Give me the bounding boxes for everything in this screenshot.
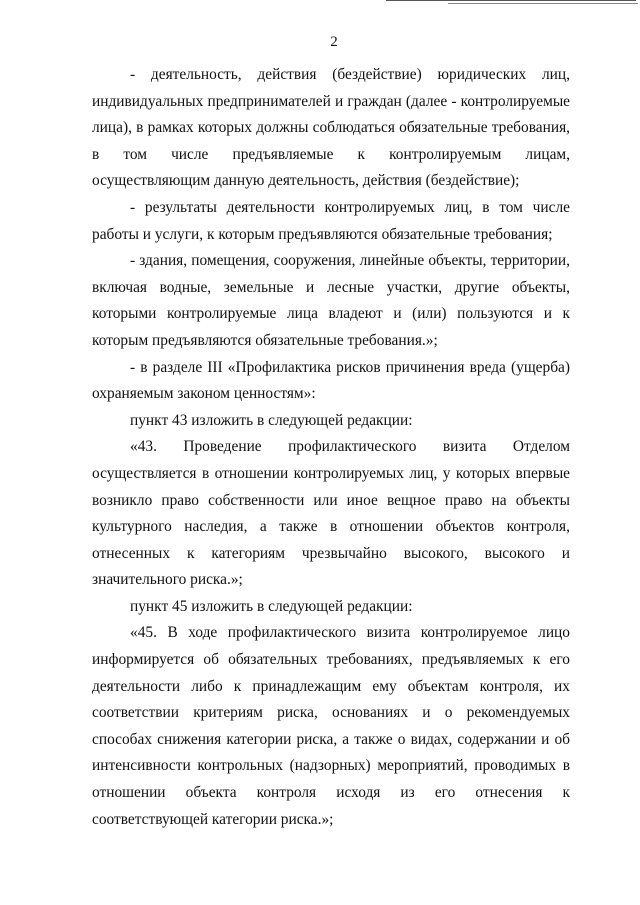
list-item-buildings: - здания, помещения, сооружения, линейные объекты, территории, включая водные, земельные и лесные участки, другие объекты, которыми контролируемые лица владеют и (или) пользуются и к которым предъявляются обязательные требования.»; <box>92 252 570 349</box>
clause-45-intro: пункт 45 изложить в следующей редакции: <box>130 597 413 615</box>
clause-43-text: «43. Проведение профилактического визита Отделом осуществляется в отношении контролируемых лиц, у которых впервые возникло право собственности или иное вещное право на объекты культурного наследия, а также в отношении объектов контроля, отнесенных к категориям чрезвычайно высокого, высокого и значительного риска.»; <box>92 438 570 589</box>
page-number: 2 <box>330 34 338 50</box>
document-body <box>92 62 570 833</box>
clause-43-intro: пункт 43 изложить в следующей редакции: <box>130 411 413 429</box>
list-item-activity: - деятельность, действия (бездействие) юридических лиц, индивидуальных предпринимателей и граждан (далее - контролируемые лица), в рамках которых должны соблюдаться обязательные требования, в том числе предъявляемые к контролируемым лицам, осуществляющим данную деятельность, действия (бездействие); <box>92 66 570 190</box>
clause-45-text: «45. В ходе профилактического визита контролируемое лицо информируется об обязательных требованиях, предъявляемых к его деятельности либо к принадлежащим ему объектам контроля, их соответствии критериям риска, основаниях и о рекомендуемых способах снижения категории риска, а также о видах, содержании и об интенсивности контрольных (надзорных) мероприятий, проводимых в отношении объекта контроля исходя из его отнесения к соответствующей категории риска.»; <box>92 624 570 828</box>
scan-edge-line <box>448 3 638 4</box>
scan-edge-line <box>386 0 636 1</box>
section-iii-amendment: - в разделе III «Профилактика рисков причинения вреда (ущерба) охраняемым законом ценностям»: <box>92 358 570 403</box>
list-item-results: - результаты деятельности контролируемых лиц, в том числе работы и услуги, к которым предъявляются обязательные требования; <box>92 198 570 243</box>
